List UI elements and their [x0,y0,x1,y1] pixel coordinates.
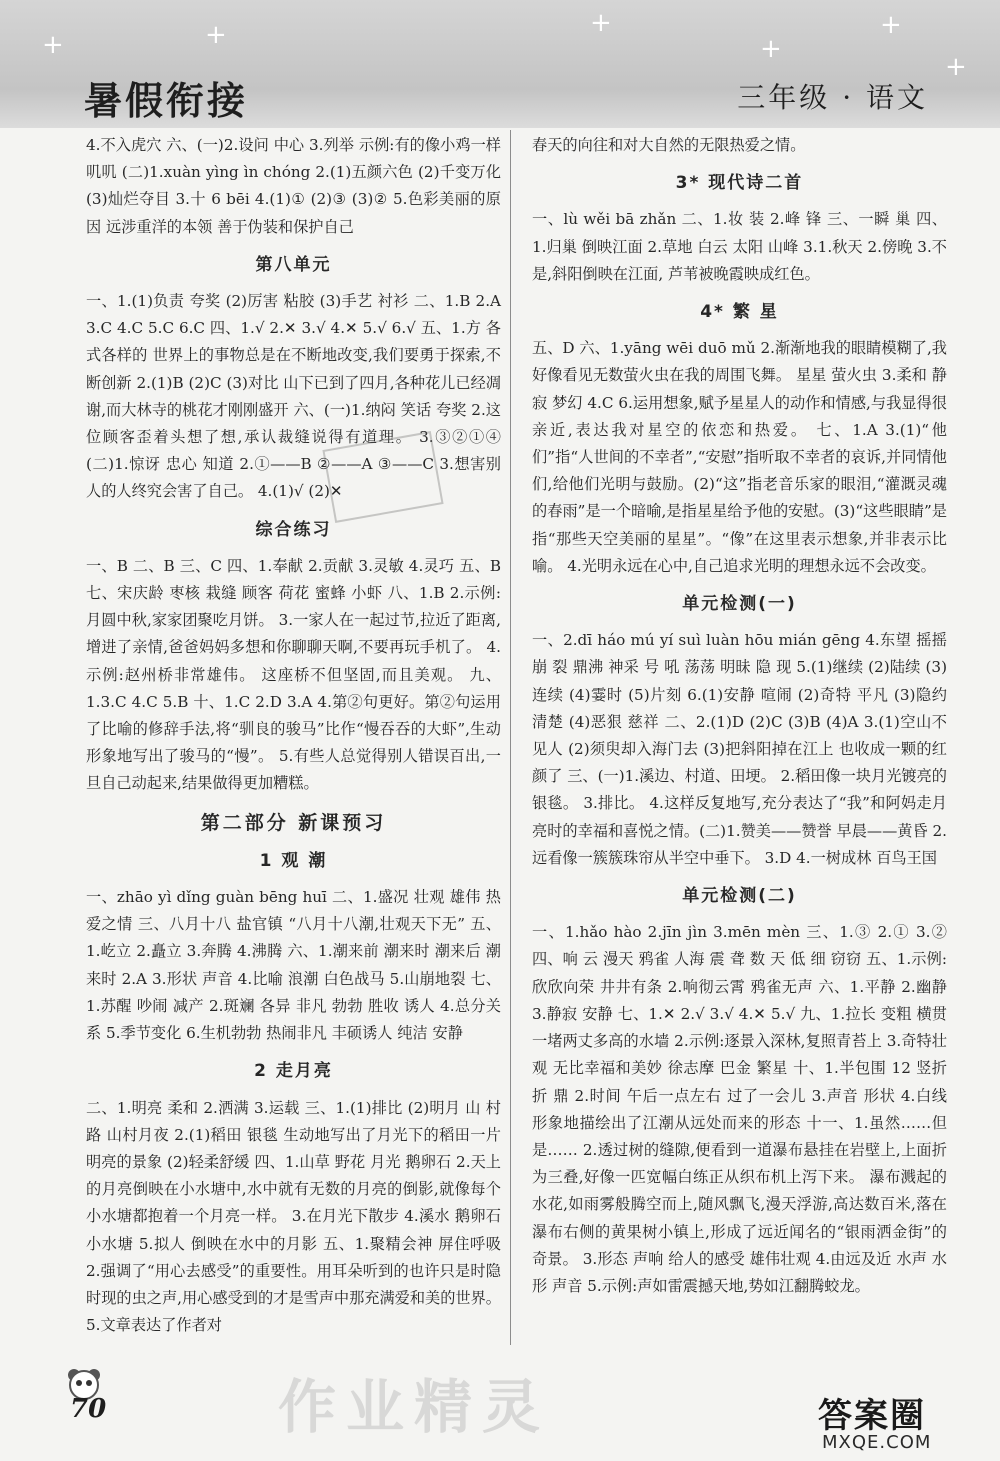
page-number: 70 [70,1394,107,1424]
section-heading: 单元检测(一) [682,594,797,615]
section-heading: 单元检测(二) [682,886,797,907]
sparkle-icon: + [205,20,227,50]
book-title: 暑假衔接 [84,79,249,123]
site-logo: 答案圈 [818,1396,926,1436]
column-divider [510,130,511,1345]
answer-paragraph: 五、D 六、1.yāng wēi duō mǔ 2.渐渐地我的眼睛模糊了,我好像看见无数萤火虫在我的周围飞舞。 星星 萤火虫 3.柔和 静寂 梦幻 4.C 6.运用想象,赋予星星人的动作和情感,与我显得很亲近,表达我对星空的依恋和热爱。 七、1.A 3.(1)“他们”指“人世间的不幸者”,“安慰”指听取不幸者的哀诉,并同情他们,给他们光明与鼓励。(2)“这”指老音乐家的眼泪,“灌溉灵魂的春雨”是一个暗喻,是指星星给予他的安慰。(3)“这些眼睛”是指“那些天空美丽的星星”。“像”在这里表示想象,并非表示比喻。 4.光明永远在心中,自己追求光明的理想永远不会改变。 [532,339,947,575]
answer-paragraph: 4.不入虎穴 六、(一)2.设问 中心 3.列举 示例:有的像小鸡一样叽叽 (二)1.xuàn yìng ìn chóng 2.(1)五颜六色 (2)千变万化 (3)灿烂夺目 3.十 6 bēi 4.(1)① (2)③ (3)② 5.色彩美丽的原因 远涉重洋的本领 善于伪装和保护自己 [86,136,501,236]
sparkle-icon: + [760,34,782,64]
left-column [86,132,501,1339]
section-heading: 综合练习 [255,519,332,540]
answer-paragraph: 一、1.hǎo hào 2.jīn jìn 3.mēn mèn 三、1.③ 2.① 3.② 四、响 云 漫天 鸦雀 人海 震 聋 数 天 低 细 窃窃 五、1.示例:欣欣向荣 井井有条 2.响彻云霄 鸦雀无声 六、1.平静 2.幽静 3.静寂 安静 七、1.✕ 2.√ 3.√ 4.✕ 5.√ 九、1.拉长 变粗 横贯 一堵两丈多高的水墙 2.示例:逐景入深林,复照青苔上 3.奇特壮观 无比幸福和美妙 徐志摩 巴金 繁星 十、1.半包围 12 竖折折 鼎 2.时间 午后一点左右 过了一会儿 3.声音 形状 4.白线 形象地描绘出了江潮从远处而来的形态 十一、1.虽然……但是…… 2.透过树的缝隙,便看到一道瀑布悬挂在岩壁上,上面折为三叠,好像一匹宽幅白练正从织布机上泻下来。 瀑布溅起的水花,如雨雾般腾空而上,随风飘飞,漫天浮游,高达数百米,落在瀑布右侧的黄果树小镇上,形成了远近闻名的“银雨洒金街”的奇景。 3.形态 声响 给人的感受 雄伟壮观 4.由远及近 水声 水形 声音 5.示例:声如雷震撼天地,势如江翻腾蛟龙。 [532,923,947,1295]
right-column [532,132,947,1300]
answer-paragraph: 二、1.明亮 柔和 2.洒满 3.运载 三、1.(1)排比 (2)明月 山 村 路 山村月夜 2.(1)稻田 银毯 生动地写出了月光下的稻田一片明亮的景象 (2)轻柔舒缓 四、1.山草 野花 月光 鹅卵石 2.天上的月亮倒映在小水塘中,水中就有无数的月亮的倒影,就像每个小水塘都抱着一个月亮一样。 3.在月光下散步 4.溪水 鹅卵石 小水塘 5.拟人 倒映在水中的月影 五、1.聚精会神 屏住呼吸 2.强调了“用心去感受”的重要性。用耳朵听到的也许只是时隐时现的虫之声,用心感受到的才是雪声中那充满爱和美的世界。 5.文章表达了作者对 [86,1098,501,1335]
page-header [0,0,1000,128]
answer-paragraph: 一、zhāo yì dǐng guàn bēng huī 二、1.盛况 壮观 雄伟 热爱之情 三、八月十八 盐官镇 “八月十八潮,壮观天下无” 五、1.屹立 2.矗立 3.奔腾 4.沸腾 六、1.潮来前 潮来时 潮来后 潮来时 2.A 3.形状 声音 4.比喻 浪潮 白色战马 5.山崩地裂 七、1.苏醒 吵闹 减产 2.斑斓 各异 非凡 勃勃 胜收 诱人 4.总分关系 5.季节变化 6.生机勃勃 热闹非凡 丰硕诱人 纯洁 安静 [86,888,501,1043]
section-heading: 第八单元 [255,254,332,275]
sparkle-icon: + [945,52,967,82]
answer-paragraph: 春天的向往和对大自然的无限热爱之情。 [532,136,806,154]
grade-subject: 三年级 · 语文 [737,81,928,114]
sparkle-icon: + [590,8,612,38]
sparkle-icon: + [880,10,902,40]
lesson-heading: 4* 繁 星 [700,302,779,323]
answer-paragraph: 一、2.dī háo mú yí suì luàn hōu mián gēng 4.东望 摇摇 崩 裂 鼎沸 神采 号 吼 荡荡 明昧 隐 现 5.(1)继续 (2)陆续 (3)连续 (4)霎时 (5)片刻 6.(1)安静 喧闹 (2)奇特 平凡 (3)隐约 清楚 (4)恶狠 慈祥 二、2.(1)D (2)C (3)B (4)A 3.(1)空山不见人 (2)须臾却入海门去 (3)把斜阳掉在江上 也收成一颗的红颜了 三、(一)1.溪边、村道、田埂。 2.稻田像一块月光镀亮的银毯。 3.排比。 4.这样反复地写,充分表达了“我”和阿妈走月亮时的幸福和喜悦之情。(二)1.赞美——赞誉 早晨——黄昏 2.远看像一簇簇珠帘从半空中垂下。 3.D 4.一树成林 百鸟王国 [532,631,947,867]
site-url: MXQE.COM [822,1432,932,1453]
answer-paragraph: 一、B 二、B 三、C 四、1.奉献 2.贡献 3.灵敏 4.灵巧 五、B 七、宋庆龄 枣核 栽缝 顾客 荷花 蜜蜂 小虾 八、1.B 2.示例:月圆中秋,家家团聚吃月饼。 3.一家人在一起过节,拉近了距离,增进了亲情,爸爸妈妈多想和你聊聊天啊,不要再玩手机了。 4.示例:赵州桥非常雄伟。 这座桥不但坚固,而且美观。 九、1.3.C 4.C 5.B 十、1.C 2.D 3.A 4.第②句更好。第②句运用了比喻的修辞手法,将“驯良的骏马”比作“慢吞吞的大虾”,生动形象地写出了骏马的“慢”。 5.有些人总觉得别人错误百出,一旦自己动起来,结果做得更加糟糕。 [86,556,501,793]
part-heading: 第二部分 新课预习 [200,811,387,834]
sparkle-icon: + [42,30,64,60]
answer-paragraph: 一、1.(1)负责 夸奖 (2)厉害 粘胶 (3)手艺 衬衫 二、1.B 2.A 3.C 4.C 5.C 6.C 四、1.√ 2.✕ 3.√ 4.✕ 5.√ 6.√ 五、1.方 各式各样的 世界上的事物总是在不断地改变,我们要勇于探索,不断创新 2.(1)B (2)C (3)对比 山下已到了四月,各种花儿已经凋谢,而大林寺的桃花才刚刚盛开 六、(一)1.纳闷 笑话 夸奖 2.这位顾客歪着头想了想,承认裁缝说得有道理。 3.③②①④ (二)1.惊讶 忠心 知道 2.①——B ②——A ③——C 3.想害别人的人终究会害了自己。 4.(1)√ (2)✕ [86,292,501,501]
answer-paragraph: 一、lù wěi bā zhǎn 二、1.妆 装 2.峰 锋 三、一瞬 巢 四、1.归巢 倒映江面 2.草地 白云 太阳 山峰 3.1.秋天 2.傍晚 3.不是,斜阳倒映在江面, 芦苇被晚霞映成红色。 [532,210,947,283]
watermark-text: 作业精灵 [278,1373,551,1441]
lesson-heading: 2 走月亮 [254,1061,333,1082]
lesson-heading: 1 观 潮 [259,850,328,871]
lesson-heading: 3* 现代诗二首 [675,173,804,194]
